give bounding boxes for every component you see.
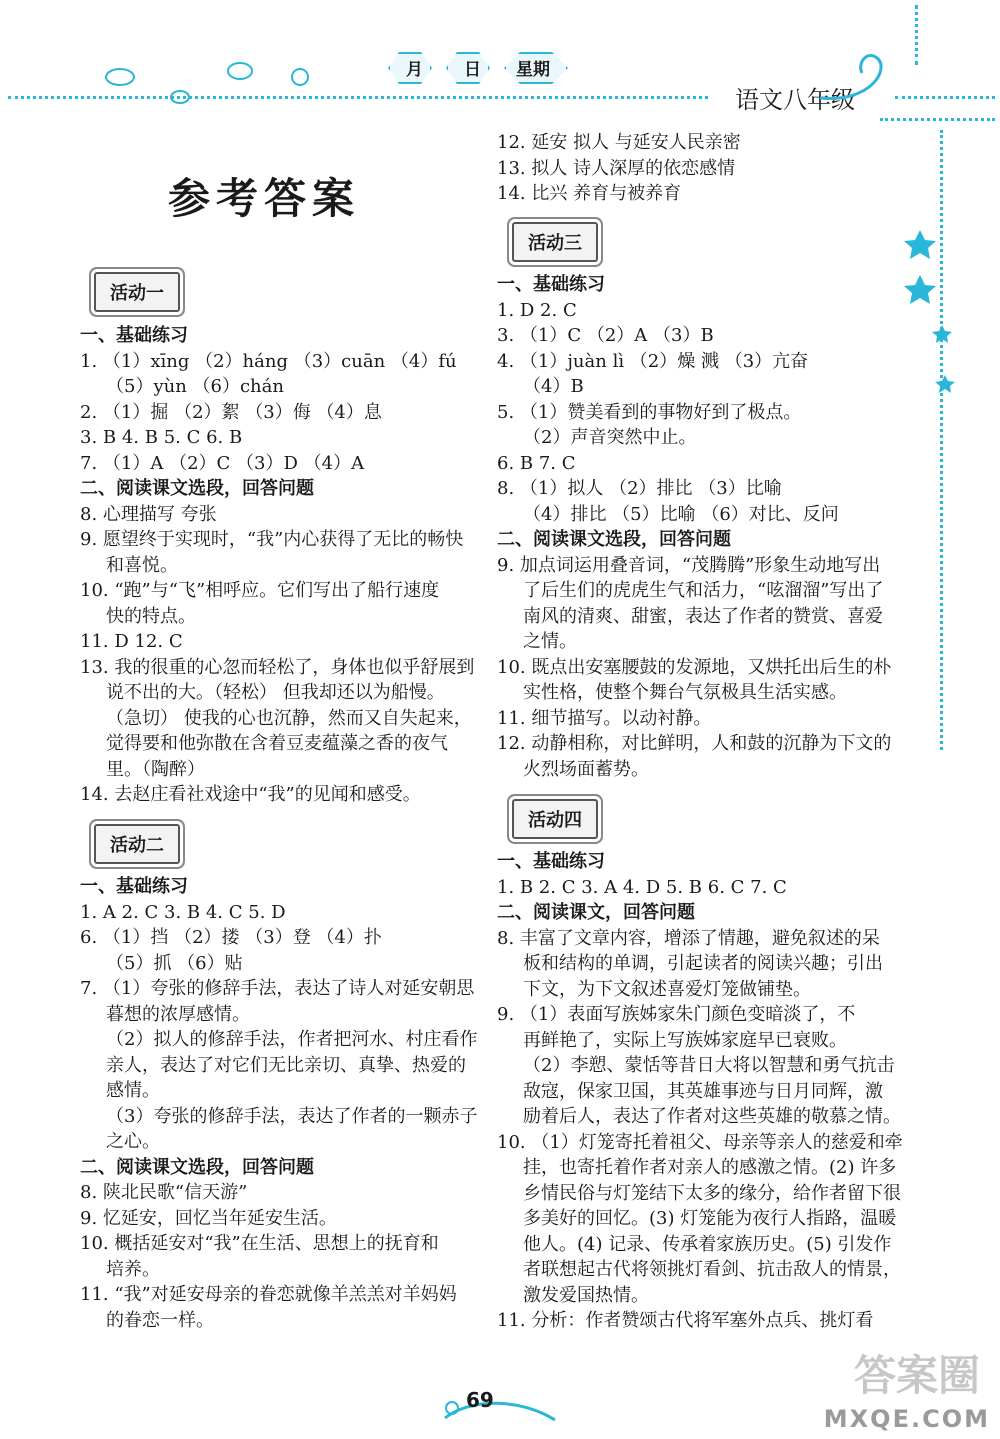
answer-line: 10. 既点出安塞腰鼓的发源地，又烘托出后生的朴 [497,656,892,678]
section-heading: 二、阅读课文，回答问题 [497,902,695,923]
answer-line: 7. （1）夸张的修辞手法，表达了诗人对延安朝思 [80,978,475,999]
answer-line: 5. （1）赞美看到的事物好到了极点。 [497,401,802,423]
answer-line: 6. （1）挡 （2）搂 （3）登 （4）扑 [80,927,382,948]
answer-line: 14. 比兴 养育与被养育 [497,183,682,204]
answer-line: 亲人，表达了对它们无比亲切、真挚、热爱的 [106,1054,466,1076]
answer-line: 励着后人，表达了作者对这些英雄的敬慕之情。 [523,1106,901,1127]
answer-line: 再鲜艳了，实际上写族姊家庭早已衰败。 [523,1029,847,1051]
answer-line: 敌寇，保家卫国，其英雄事迹与日月同辉，激 [523,1080,883,1102]
grade-label: 语文八年级 [735,86,855,114]
right-dotted-border-2 [940,130,943,750]
answer-line: 10. “跑”与“飞”相呼应。它们写出了船行速度 [80,580,440,601]
page-number-decoration [440,1378,560,1428]
answer-line: 9. 忆延安，回忆当年延安生活。 [80,1207,337,1229]
activity-3-box: 活动三 [512,222,598,262]
answer-line: 暮想的浓厚感情。 [106,1003,250,1025]
answer-line: 里。（陶醉） [106,758,205,780]
answer-line: 11. 分析：作者赞颂古代将军塞外点兵、挑灯看 [497,1310,874,1331]
answer-line: 2. （1）掘 （2）絮 （3）侮 （4）息 [80,401,382,423]
answer-line: 12. 动静相称，对比鲜明，人和鼓的沉静为下文的 [497,733,892,754]
answer-line: 感情。 [106,1080,160,1101]
answer-line: 9. 加点词运用叠音词，“茂腾腾”形象生动地写出 [497,554,881,576]
answer-line: （4）排比 （5）比喻 （6）对比、反问 [523,503,839,525]
answer-line: 13. 我的很重的心忽而轻松了，身体也似乎舒展到 [80,656,475,678]
answer-line: 8. （1）拟人 （2）排比 （3）比喻 [497,478,782,499]
section-heading: 一、基础练习 [497,851,605,872]
answer-line: 者联想起古代将领挑灯看剑、抗击敌人的情景， [523,1259,901,1280]
answer-line: 1. D 2. C [497,299,577,321]
section-heading: 二、阅读课文选段，回答问题 [80,1156,314,1178]
answer-line: 9. 愿望终于实现时，“我”内心获得了无比的畅快 [80,529,464,550]
section-heading: 一、基础练习 [497,274,605,295]
answer-line: 1. A 2. C 3. B 4. C 5. D [80,901,286,923]
answer-line: 了后生们的虎虎生气和活力，“呟溜溜”写出了 [523,580,884,601]
page-number: 69 [466,1388,494,1412]
answer-line: 3. （1）C （2）A （3）B [497,325,714,346]
answer-line: 11. 细节描写。以动衬静。 [497,707,712,729]
answer-line: 挂，也寄托着作者对亲人的感激之情。(2) 许多 [523,1157,897,1178]
answer-line: 3. B 4. B 5. C 6. B [80,427,243,448]
page-title: 参考答案 [168,174,361,223]
answer-line: 1. （1）xīng （2）háng （3）cuān （4）fú [80,350,457,372]
answer-line: 4. （1）juàn lì （2）燥 溅 （3）亢奋 [497,350,809,372]
answer-line: 下文，为下文叙述喜爱灯笼做铺垫。 [523,978,811,1000]
watermark-text: MXQE.COM [823,1405,990,1433]
answer-line: 培养。 [106,1258,160,1280]
answer-line: （2）声音突然中止。 [523,427,697,448]
answer-line: 8. 丰富了文章内容，增添了情趣，避免叙述的呆 [497,927,880,949]
answer-line: （2）李愬、蒙恬等昔日大将以智慧和勇气抗击 [523,1055,895,1076]
answer-line: 和喜悦。 [106,554,178,576]
activity-2-box: 活动二 [94,824,180,864]
answer-line: （5）抓 （6）贴 [106,952,243,974]
answer-line: 11. “我”对延安母亲的眷恋就像羊羔羔对羊妈妈 [80,1284,457,1305]
answer-line: 10. 概括延安对“我”在生活、思想上的抚育和 [80,1233,439,1254]
right-answers-activity-4 [497,849,907,1334]
answer-line: （3）夸张的修辞手法，表达了作者的一颗赤子 [106,1105,478,1127]
heart-icon [812,48,890,118]
answer-line: 7. （1）A （2）C （3）D （4）A [80,452,365,474]
answer-line: 10. （1）灯笼寄托着祖父、母亲等亲人的慈爱和牵 [497,1131,903,1153]
answer-line: 板和结构的单调，引起读者的阅读兴趣；引出 [523,953,883,974]
header-dotted-border-lower [880,118,995,121]
star-decorations [900,225,960,405]
left-answers-activity-2 [80,874,485,1333]
section-heading: 一、基础练习 [80,876,188,897]
answer-line: 之情。 [523,631,577,652]
answer-line: 6. B 7. C [497,452,576,474]
answer-line: 14. 去赵庄看社戏途中“我”的见闻和感受。 [80,784,421,805]
activity-4-box: 活动四 [512,799,598,839]
watermark-logo: 答案圈 [853,1351,980,1400]
answer-line: 8. 心理描写 夸张 [80,503,217,525]
answer-line: 觉得要和他弥散在含着豆麦蕴藻之香的夜气 [106,733,448,754]
answer-line: 实性格，使整个舞台气氛极具生活实感。 [523,682,847,703]
answer-line: 乡情民俗与灯笼结下太多的缘分，给作者留下很 [523,1182,901,1204]
left-answers-activity-1 [80,323,485,808]
answer-line: 之心。 [106,1131,160,1152]
answer-line: （5）yùn （6）chán [106,376,284,397]
day-label: 日 [464,60,481,80]
answer-line: 11. D 12. C [80,631,183,652]
right-answers-activity-3 [497,272,907,782]
section-heading: 二、阅读课文选段，回答问题 [80,478,314,499]
answer-line: 激发爱国热情。 [523,1284,649,1306]
answer-line: （急切） 使我的心也沉静，然而又自失起来， [106,707,472,729]
month-label: 月 [406,60,423,80]
answer-line: 13. 拟人 诗人深厚的依恋感情 [497,157,736,179]
answer-line: 多美好的回忆。(3) 灯笼能为夜行人指路，温暖 [523,1208,897,1229]
cloud-decorations [0,55,330,115]
answer-line: 12. 延安 拟人 与延安人民亲密 [497,132,741,153]
answer-line: 8. 陕北民歌“信天游” [80,1182,248,1203]
right-answers-top [497,130,907,207]
right-dotted-border [915,5,918,65]
answer-line: 快的特点。 [106,605,196,627]
section-heading: 二、阅读课文选段，回答问题 [497,529,731,550]
header-dotted-border-right [895,96,995,99]
answer-line: 说不出的大。（轻松） 但我却还以为船慢。 [106,682,445,703]
answer-line: 9. （1）表面写族姊家朱门颜色变暗淡了，不 [497,1004,856,1025]
answer-line: 他人。(4) 记录、传承着家族历史。(5) 引发作 [523,1233,892,1255]
weekday-label: 星期 [516,60,550,80]
section-heading: 一、基础练习 [80,325,188,346]
answer-line: 南风的清爽、甜蜜，表达了作者的赞赏、喜爱 [523,605,883,627]
answer-line: 的眷恋一样。 [106,1309,214,1331]
activity-1-box: 活动一 [94,272,180,312]
answer-line: 1. B 2. C 3. A 4. D 5. B 6. C 7. C [497,876,787,898]
answer-line: （2）拟人的修辞手法，作者把河水、村庄看作 [106,1029,478,1050]
answer-line: 火烈场面蓄势。 [523,758,649,780]
answer-line: （4）B [523,376,584,397]
